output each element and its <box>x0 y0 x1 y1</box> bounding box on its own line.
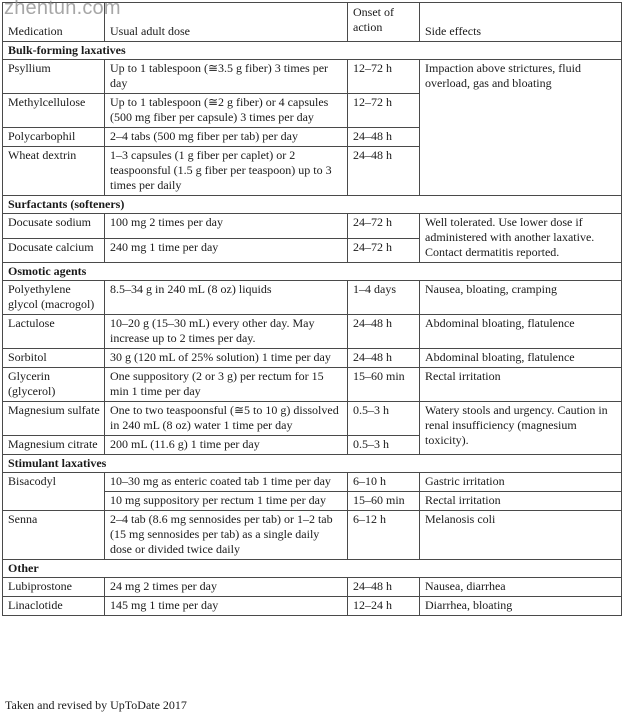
medication-cell: Senna <box>3 511 105 560</box>
table-row <box>3 315 622 349</box>
onset-cell: 24–48 h <box>348 128 420 147</box>
side-effects-cell: Gastric irritation <box>420 473 622 492</box>
onset-cell: 6–10 h <box>348 473 420 492</box>
dose-cell: One to two teaspoonsful (≅5 to 10 g) dissolved in 240 mL (8 oz) water 1 time per day <box>105 402 348 436</box>
category-label: Surfactants (softeners) <box>3 196 622 214</box>
dose-cell: 8.5–34 g in 240 mL (8 oz) liquids <box>105 281 348 315</box>
table-row <box>3 511 622 560</box>
side-effects-cell: Well tolerated. Use lower dose if administered with another laxative. Contact dermatitis reported. <box>420 214 622 263</box>
dose-cell: 2–4 tabs (500 mg fiber per tab) per day <box>105 128 348 147</box>
table-row <box>3 281 622 315</box>
dose-cell: Up to 1 tablespoon (≅3.5 g fiber) 3 times per day <box>105 60 348 94</box>
medication-cell: Bisacodyl <box>3 473 105 511</box>
dose-cell: 145 mg 1 time per day <box>105 597 348 616</box>
dose-cell: 10–20 g (15–30 mL) every other day. May increase up to 2 times per day. <box>105 315 348 349</box>
table-row <box>3 214 622 239</box>
category-row-bulk <box>3 42 622 60</box>
medication-cell: Magnesium sulfate <box>3 402 105 436</box>
table-row <box>3 597 622 616</box>
side-effects-cell: Nausea, bloating, cramping <box>420 281 622 315</box>
table-row <box>3 349 622 368</box>
onset-cell: 12–72 h <box>348 60 420 94</box>
side-effects-cell: Rectal irritation <box>420 492 622 511</box>
dose-cell: 10 mg suppository per rectum 1 time per day <box>105 492 348 511</box>
dose-cell: 200 mL (11.6 g) 1 time per day <box>105 436 348 455</box>
onset-cell: 15–60 min <box>348 368 420 402</box>
medication-cell: Methylcellulose <box>3 94 105 128</box>
medication-cell: Wheat dextrin <box>3 147 105 196</box>
medication-cell: Linaclotide <box>3 597 105 616</box>
onset-cell: 24–48 h <box>348 578 420 597</box>
medication-cell: Polyethylene glycol (macrogol) <box>3 281 105 315</box>
side-effects-cell: Watery stools and urgency. Caution in renal insufficiency (magnesium toxicity). <box>420 402 622 455</box>
onset-cell: 24–48 h <box>348 315 420 349</box>
onset-cell: 1–4 days <box>348 281 420 315</box>
medication-cell: Psyllium <box>3 60 105 94</box>
header-onset: Onset of action <box>348 3 420 42</box>
onset-cell: 24–48 h <box>348 349 420 368</box>
onset-cell: 15–60 min <box>348 492 420 511</box>
header-side-effects: Side effects <box>420 3 622 42</box>
onset-cell: 6–12 h <box>348 511 420 560</box>
medication-cell: Glycerin (glycerol) <box>3 368 105 402</box>
header-dose: Usual adult dose <box>105 3 348 42</box>
category-label: Other <box>3 560 622 578</box>
category-label: Osmotic agents <box>3 263 622 281</box>
table-row <box>3 402 622 436</box>
table-row <box>3 578 622 597</box>
side-effects-cell: Impaction above strictures, fluid overload, gas and bloating <box>420 60 622 196</box>
source-footnote: Taken and revised by UpToDate 2017 <box>5 698 187 712</box>
category-row-osmotic <box>3 263 622 281</box>
header-medication: Medication <box>3 3 105 42</box>
side-effects-cell: Melanosis coli <box>420 511 622 560</box>
watermark: zhentun.com <box>4 0 121 19</box>
medication-cell: Sorbitol <box>3 349 105 368</box>
onset-cell: 12–72 h <box>348 94 420 128</box>
onset-cell: 24–48 h <box>348 147 420 196</box>
header-row <box>3 3 622 42</box>
dose-cell: 240 mg 1 time per day <box>105 238 348 263</box>
side-effects-cell: Rectal irritation <box>420 368 622 402</box>
category-row-surfactants <box>3 196 622 214</box>
dose-cell: 24 mg 2 times per day <box>105 578 348 597</box>
dose-cell: Up to 1 tablespoon (≅2 g fiber) or 4 capsules (500 mg fiber per capsule) 3 times per day <box>105 94 348 128</box>
category-row-stimulant <box>3 455 622 473</box>
dose-cell: 100 mg 2 times per day <box>105 214 348 239</box>
dose-cell: 1–3 capsules (1 g fiber per caplet) or 2 teaspoonsful (1.5 g fiber per teaspoon) up to 3 times per daily <box>105 147 348 196</box>
dose-cell: 2–4 tab (8.6 mg sennosides per tab) or 1–2 tab (15 mg sennosides per tab) as a single daily dose or divided twice daily <box>105 511 348 560</box>
side-effects-cell: Abdominal bloating, flatulence <box>420 315 622 349</box>
dose-cell: 10–30 mg as enteric coated tab 1 time per day <box>105 473 348 492</box>
dose-cell: One suppository (2 or 3 g) per rectum for 15 min 1 time per day <box>105 368 348 402</box>
onset-cell: 0.5–3 h <box>348 436 420 455</box>
category-label: Bulk-forming laxatives <box>3 42 622 60</box>
medication-cell: Lubiprostone <box>3 578 105 597</box>
side-effects-cell: Nausea, diarrhea <box>420 578 622 597</box>
table-row <box>3 368 622 402</box>
side-effects-cell: Abdominal bloating, flatulence <box>420 349 622 368</box>
category-row-other <box>3 560 622 578</box>
onset-cell: 12–24 h <box>348 597 420 616</box>
medication-cell: Magnesium citrate <box>3 436 105 455</box>
dose-cell: 30 g (120 mL of 25% solution) 1 time per day <box>105 349 348 368</box>
table-row <box>3 60 622 94</box>
onset-cell: 24–72 h <box>348 238 420 263</box>
medication-cell: Docusate calcium <box>3 238 105 263</box>
table-row <box>3 473 622 492</box>
medication-cell: Lactulose <box>3 315 105 349</box>
side-effects-cell: Diarrhea, bloating <box>420 597 622 616</box>
onset-cell: 0.5–3 h <box>348 402 420 436</box>
onset-cell: 24–72 h <box>348 214 420 239</box>
medication-cell: Polycarbophil <box>3 128 105 147</box>
category-label: Stimulant laxatives <box>3 455 622 473</box>
laxative-table <box>2 2 622 616</box>
medication-cell: Docusate sodium <box>3 214 105 239</box>
